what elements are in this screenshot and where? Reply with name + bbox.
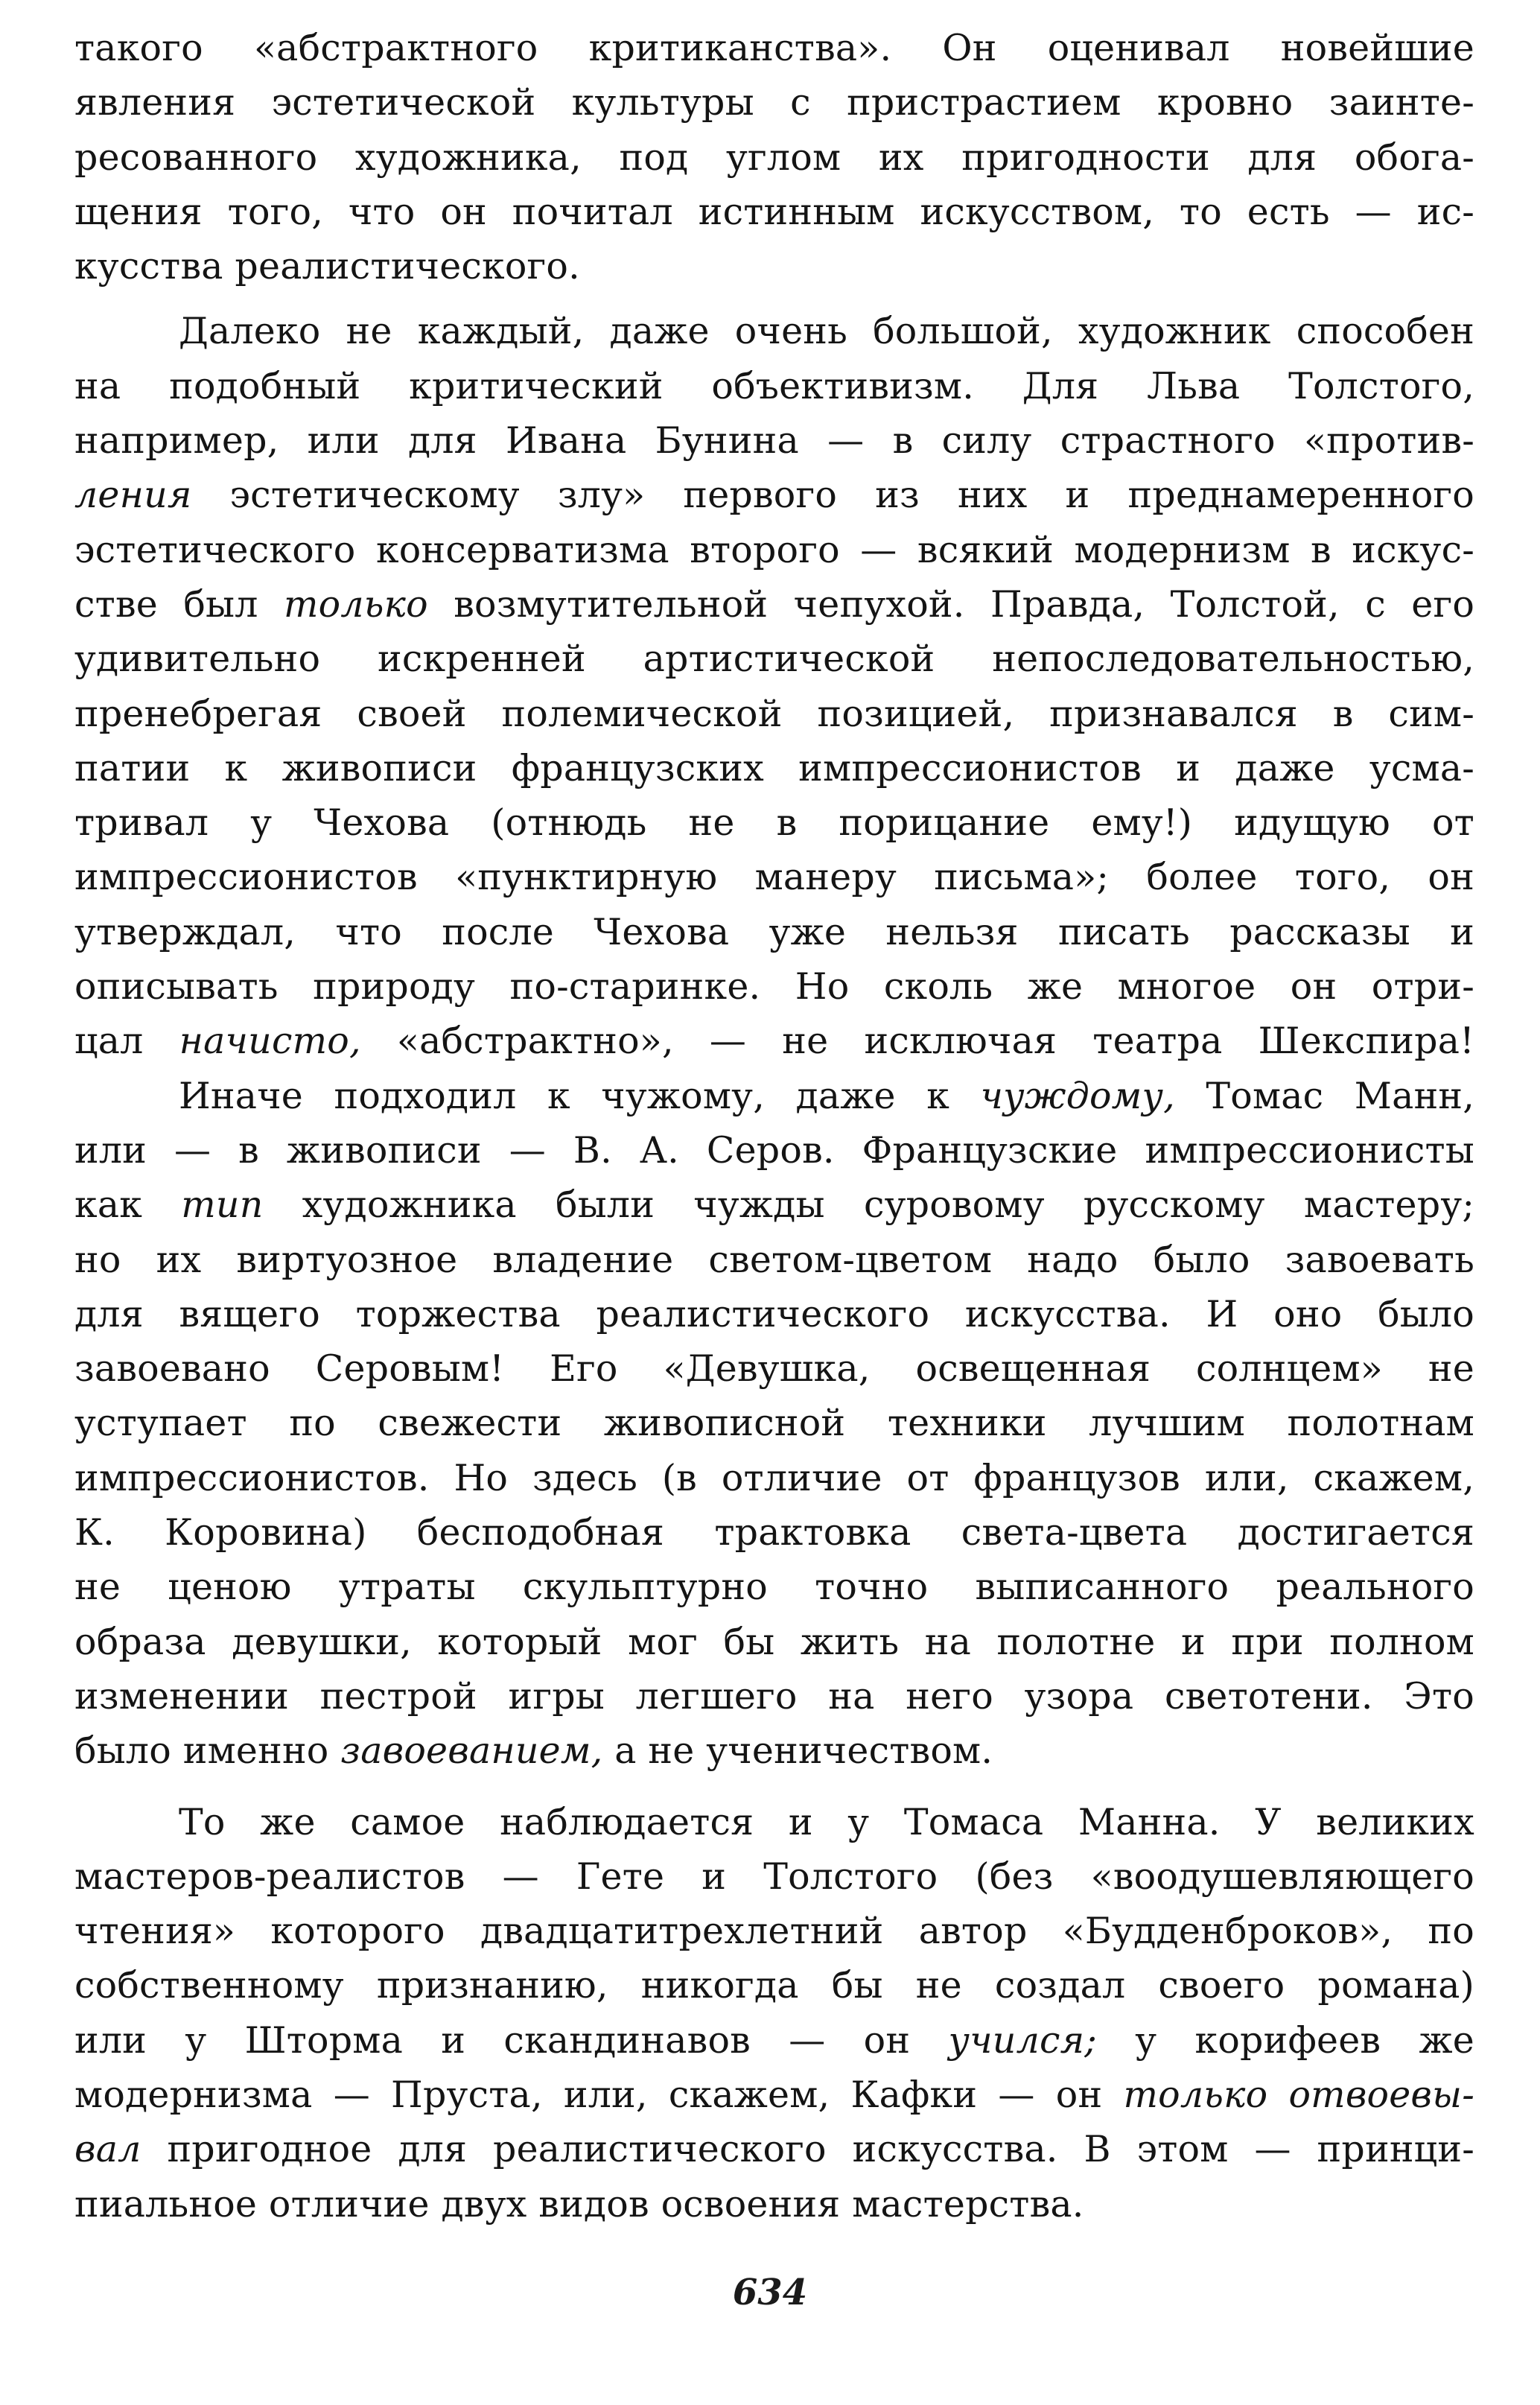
- text-line: эстетического консерватизма второго — всякий модернизм в искус-: [74, 528, 1474, 571]
- paragraph-2: [74, 304, 1474, 1068]
- text-line: модернизма — Пруста, или, скажем, Кафки — он только отвоевы-: [74, 2073, 1475, 2116]
- text-line: изменении пестрой игры легшего на него узора светотени. Это: [74, 1674, 1474, 1718]
- text-line: или у Шторма и скандинавов — он учился; у корифеев же: [74, 2018, 1474, 2062]
- text-line: такого «абстрактного критиканства». Он оценивал новейшие: [74, 27, 1474, 69]
- text-line: импрессионистов «пунктирную манеру письма»; более того, он: [74, 856, 1474, 899]
- text-line: как тип художника были чужды суровому русскому мастеру;: [74, 1184, 1475, 1227]
- book-page: [74, 21, 1474, 2231]
- text-line: К. Коровина) бесподобная трактовка света-цвета достигается: [74, 1511, 1474, 1554]
- text-line: цал начисто, «абстрактно», — не исключая театра Шекспира!: [74, 1020, 1475, 1063]
- text-line: уступает по свежести живописной техники лучшим полотнам: [74, 1402, 1474, 1445]
- text-line: утверждал, что после Чехова уже нельзя писать рассказы и: [74, 910, 1474, 953]
- paragraph-3: [74, 1069, 1474, 1779]
- text-line: ления эстетическому злу» первого из них и преднамеренного: [74, 474, 1474, 517]
- paragraph-4: [74, 1795, 1474, 2231]
- text-line: импрессионистов. Но здесь (в отличие от французов или, скажем,: [74, 1456, 1474, 1499]
- text-line: но их виртуозное владение светом-цветом надо было завоевать: [74, 1238, 1474, 1281]
- text-line: ресованного художника, под углом их пригодности для обога-: [74, 136, 1474, 179]
- text-line: описывать природу по-старинке. Но сколь же многое он отри-: [74, 965, 1474, 1008]
- text-line: стве был только возмутительной чепухой. Правда, Толстой, с его: [74, 582, 1475, 626]
- text-line: завоевано Серовым! Его «Девушка, освещенная солнцем» не: [74, 1347, 1474, 1391]
- text-line: кусства реалистического.: [74, 245, 580, 288]
- text-line: не ценою утраты скульптурно точно выписанного реального: [74, 1566, 1474, 1609]
- paragraph-1: [74, 21, 1474, 293]
- text-line: Иначе подходил к чужому, даже к чуждому, Томас Манн,: [179, 1074, 1475, 1117]
- text-line: пренебрегая своей полемической позицией, признавался в сим-: [74, 692, 1474, 735]
- text-line: Далеко не каждый, даже очень большой, художник способен: [179, 310, 1474, 353]
- text-line: или — в живописи — В. А. Серов. Французские импрессионисты: [74, 1128, 1474, 1172]
- text-line: тривал у Чехова (отнюдь не в порицание ему!) идущую от: [74, 801, 1474, 845]
- text-line: например, или для Ивана Бунина — в силу страстного «против-: [74, 419, 1474, 463]
- text-line: щения того, что он почитал истинным искусством, то есть — ис-: [74, 190, 1474, 233]
- text-line: явления эстетической культуры с пристрастием кровно заинте-: [74, 81, 1474, 124]
- text-line: на подобный критический объективизм. Для Льва Толстого,: [74, 364, 1474, 407]
- text-line: удивительно искренней артистической непоследовательностью,: [74, 638, 1474, 681]
- page-number: 634: [732, 2272, 808, 2313]
- text-line: вал пригодное для реалистического искусства. В этом — принци-: [74, 2128, 1474, 2171]
- text-line: для вящего торжества реалистического искусства. И оно было: [74, 1292, 1474, 1335]
- text-line: образа девушки, который мог бы жить на полотне и при полном: [74, 1620, 1474, 1663]
- text-line: То же самое наблюдается и у Томаса Манна. У великих: [179, 1800, 1474, 1843]
- text-line: было именно завоеванием, а не ученичеством.: [74, 1729, 993, 1773]
- text-line: пиальное отличие двух видов освоения мастерства.: [74, 2182, 1084, 2226]
- text-line: мастеров-реалистов — Гете и Толстого (без «воодушевляющего: [74, 1855, 1474, 1898]
- text-line: патии к живописи французских импрессионистов и даже усма-: [74, 746, 1474, 790]
- text-line: собственному признанию, никогда бы не создал своего романа): [74, 1964, 1474, 2007]
- text-line: чтения» которого двадцатитрехлетний автор «Будденброков», по: [74, 1910, 1474, 1953]
